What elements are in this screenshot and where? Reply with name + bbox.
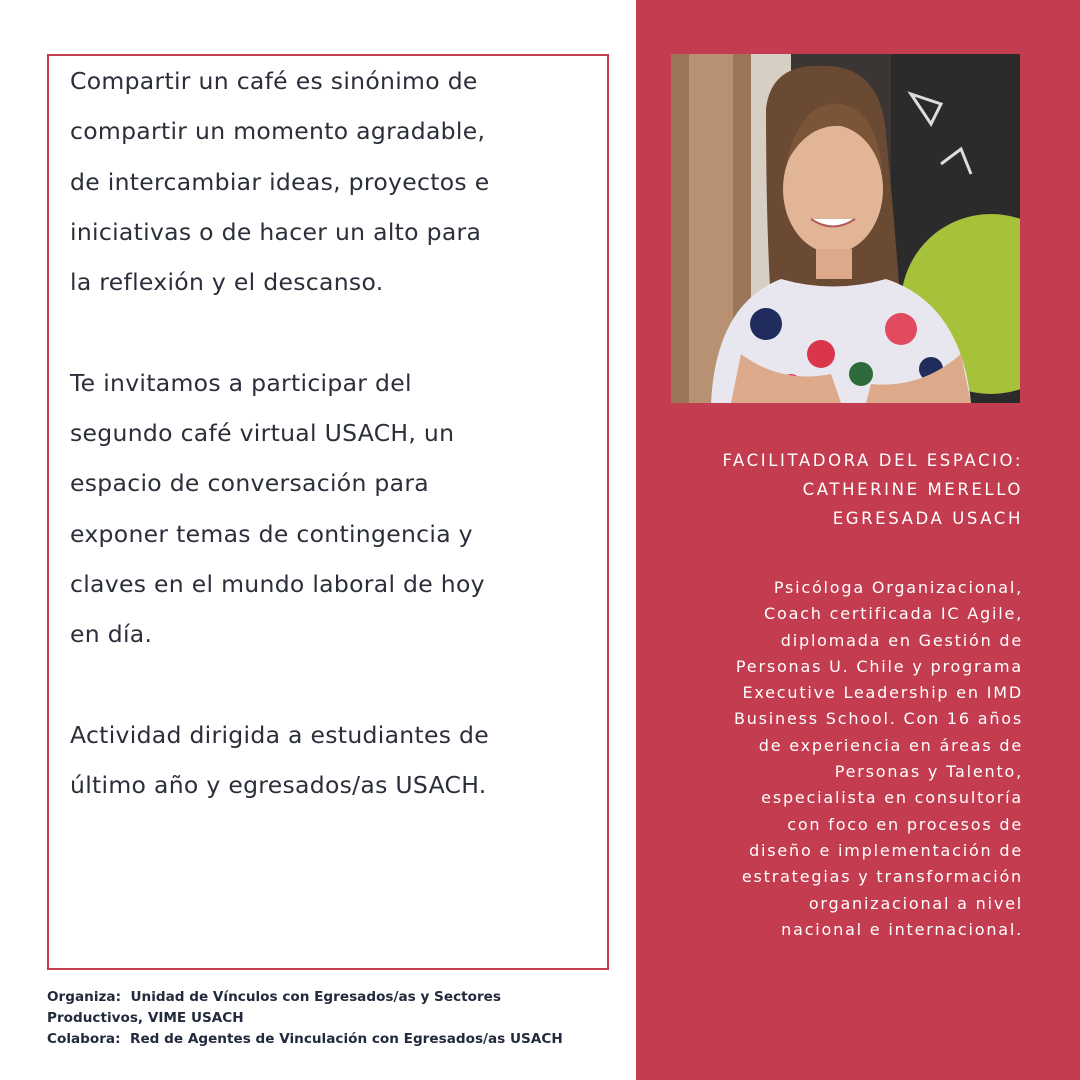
organiza-line-2: Productivos, VIME USACH	[47, 1010, 244, 1026]
bio-line: Business School. Con 16 años	[733, 709, 1023, 729]
intro-paragraph-3	[70, 710, 570, 811]
bio-line: diplomada en Gestión de	[780, 630, 1023, 650]
intro-paragraph-1	[70, 56, 570, 307]
bio-line: Psicóloga Organizacional,	[773, 578, 1023, 597]
intro-line: Te invitamos a participar del	[70, 368, 412, 397]
intro-line: Actividad dirigida a estudiantes de	[70, 720, 490, 749]
bio-line: de experiencia en áreas de	[758, 735, 1023, 755]
bio-line: estrategias y transformación	[741, 867, 1023, 887]
intro-line: espacio de conversación para	[70, 469, 429, 498]
intro-line: Compartir un café es sinónimo de	[70, 67, 478, 95]
bio-line: con foco en procesos de	[787, 814, 1023, 834]
colabora-line: Colabora: Red de Agentes de Vinculación con Egresados/as USACH	[47, 1031, 563, 1047]
facilitator-bio	[663, 575, 1023, 943]
facilitator-name: CATHERINE MERELLO	[802, 480, 1023, 499]
intro-line: exponer temas de contingencia y	[70, 519, 473, 548]
bio-line: Personas y Talento,	[834, 762, 1023, 782]
intro-line: segundo café virtual USACH, un	[70, 419, 455, 448]
intro-paragraph-2	[70, 358, 570, 660]
intro-line: de intercambiar ideas, proyectos e	[70, 167, 490, 196]
portrait-photo	[671, 54, 1020, 403]
intro-line: claves en el mundo laboral de hoy	[70, 569, 485, 598]
intro-line: en día.	[70, 620, 153, 649]
intro-line: iniciativas o de hacer un alto para	[70, 217, 482, 246]
bio-line: organizacional a nivel	[808, 893, 1023, 913]
facilitator-role: FACILITADORA DEL ESPACIO:	[722, 451, 1023, 470]
intro-line: compartir un momento agradable,	[70, 117, 486, 146]
bio-line: diseño e implementación de	[749, 840, 1023, 860]
bio-line: Coach certificada IC Agile,	[764, 604, 1023, 624]
bio-line: Personas U. Chile y programa	[735, 656, 1023, 676]
intro-line: la reflexión y el descanso.	[70, 268, 384, 297]
intro-line: último año y egresados/as USACH.	[70, 771, 487, 800]
credits	[47, 987, 617, 1050]
organiza-line-1: Organiza: Unidad de Vínculos con Egresados/as y Sectores	[47, 989, 501, 1005]
intro-text	[70, 56, 570, 810]
bio-line: nacional e internacional.	[781, 919, 1023, 939]
bio-line: Executive Leadership en IMD	[742, 683, 1023, 703]
facilitator-affiliation: EGRESADA USACH	[832, 509, 1023, 528]
bio-line: especialista en consultoría	[761, 788, 1023, 808]
facilitator-info	[663, 446, 1023, 533]
